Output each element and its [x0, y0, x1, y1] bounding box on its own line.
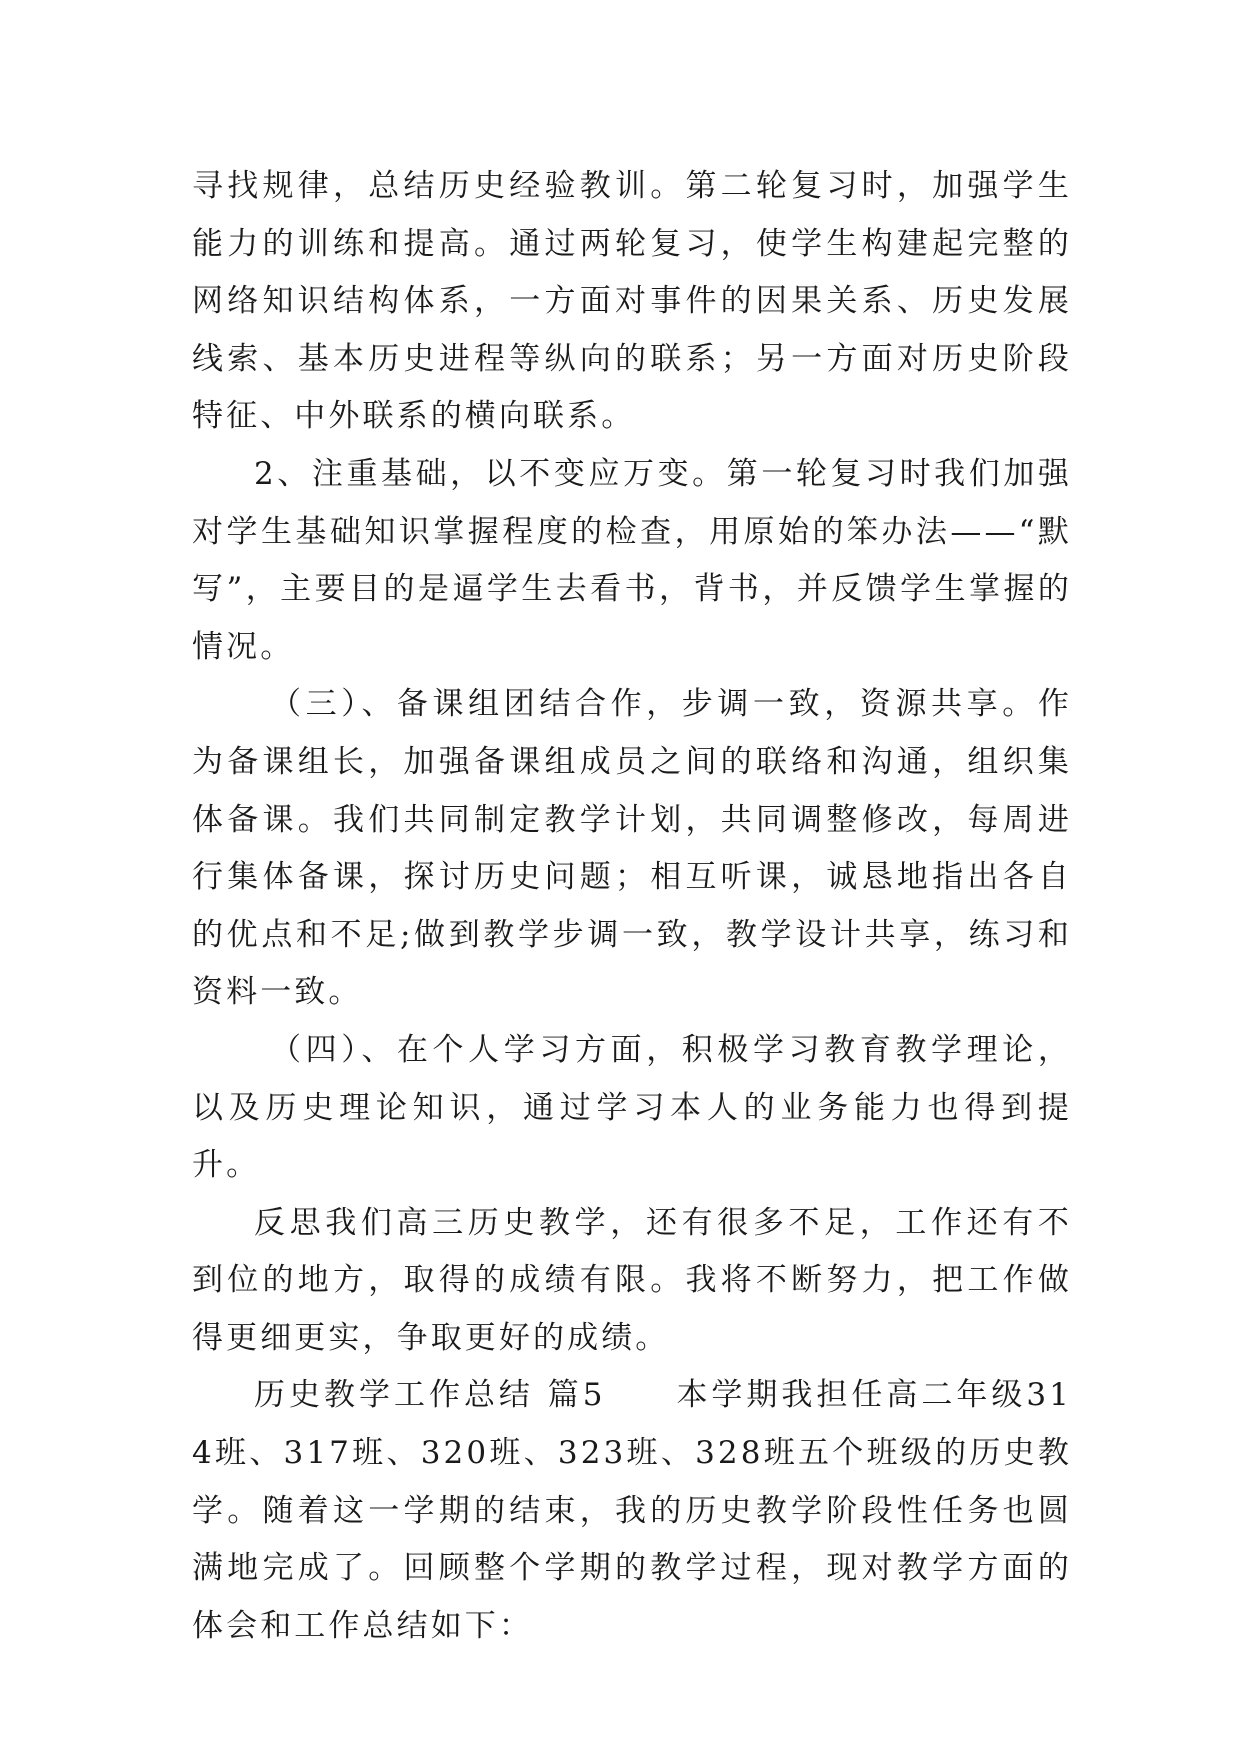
paragraph-reflection: 反思我们高三历史教学，还有很多不足，工作还有不到位的地方，取得的成绩有限。我将不断努力，把工作做得更细更实，争取更好的成绩。: [192, 1204, 1072, 1356]
paragraph-basics: 2、注重基础，以不变应万变。第一轮复习时我们加强对学生基础知识掌握程度的检查，用原始的笨办法——“默写”，主要目的是逼学生去看书，背书，并反馈学生掌握的情况。: [192, 455, 1072, 665]
paragraph-review-methods: 寻找规律，总结历史经验教训。第二轮复习时，加强学生能力的训练和提高。通过两轮复习，使学生构建起完整的网络知识结构体系，一方面对事件的因果关系、历史发展线索、基本历史进程等纵向的联系；另一方面对历史阶段特征、中外联系的横向联系。: [192, 168, 1072, 435]
paragraph-personal-study: （四）、在个人学习方面，积极学习教育教学理论，以及历史理论知识，通过学习本人的业务能力也得到提升。: [192, 1031, 1072, 1184]
paragraph-lesson-prep-group: （三）、备课组团结合作，步调一致，资源共享。作为备课组长，加强备课组成员之间的联络和沟通，组织集体备课。我们共同制定教学计划，共同调整修改，每周进行集体备课，探讨历史问题；相互听课，诚恳地指出各自的优点和不足;做到教学步调一致，教学设计共享，练习和资料一致。: [192, 686, 1072, 1011]
paragraph-summary-part5: 历史教学工作总结 篇5 本学期我担任高二年级314班、317班、320班、323班、328班五个班级的历史教学。随着这一学期的结束，我的历史教学阶段性任务也圆满地完成了。回顾整个学期的教学过程，现对教学方面的体会和工作总结如下：: [192, 1377, 1072, 1644]
document-page: [192, 158, 1072, 1655]
